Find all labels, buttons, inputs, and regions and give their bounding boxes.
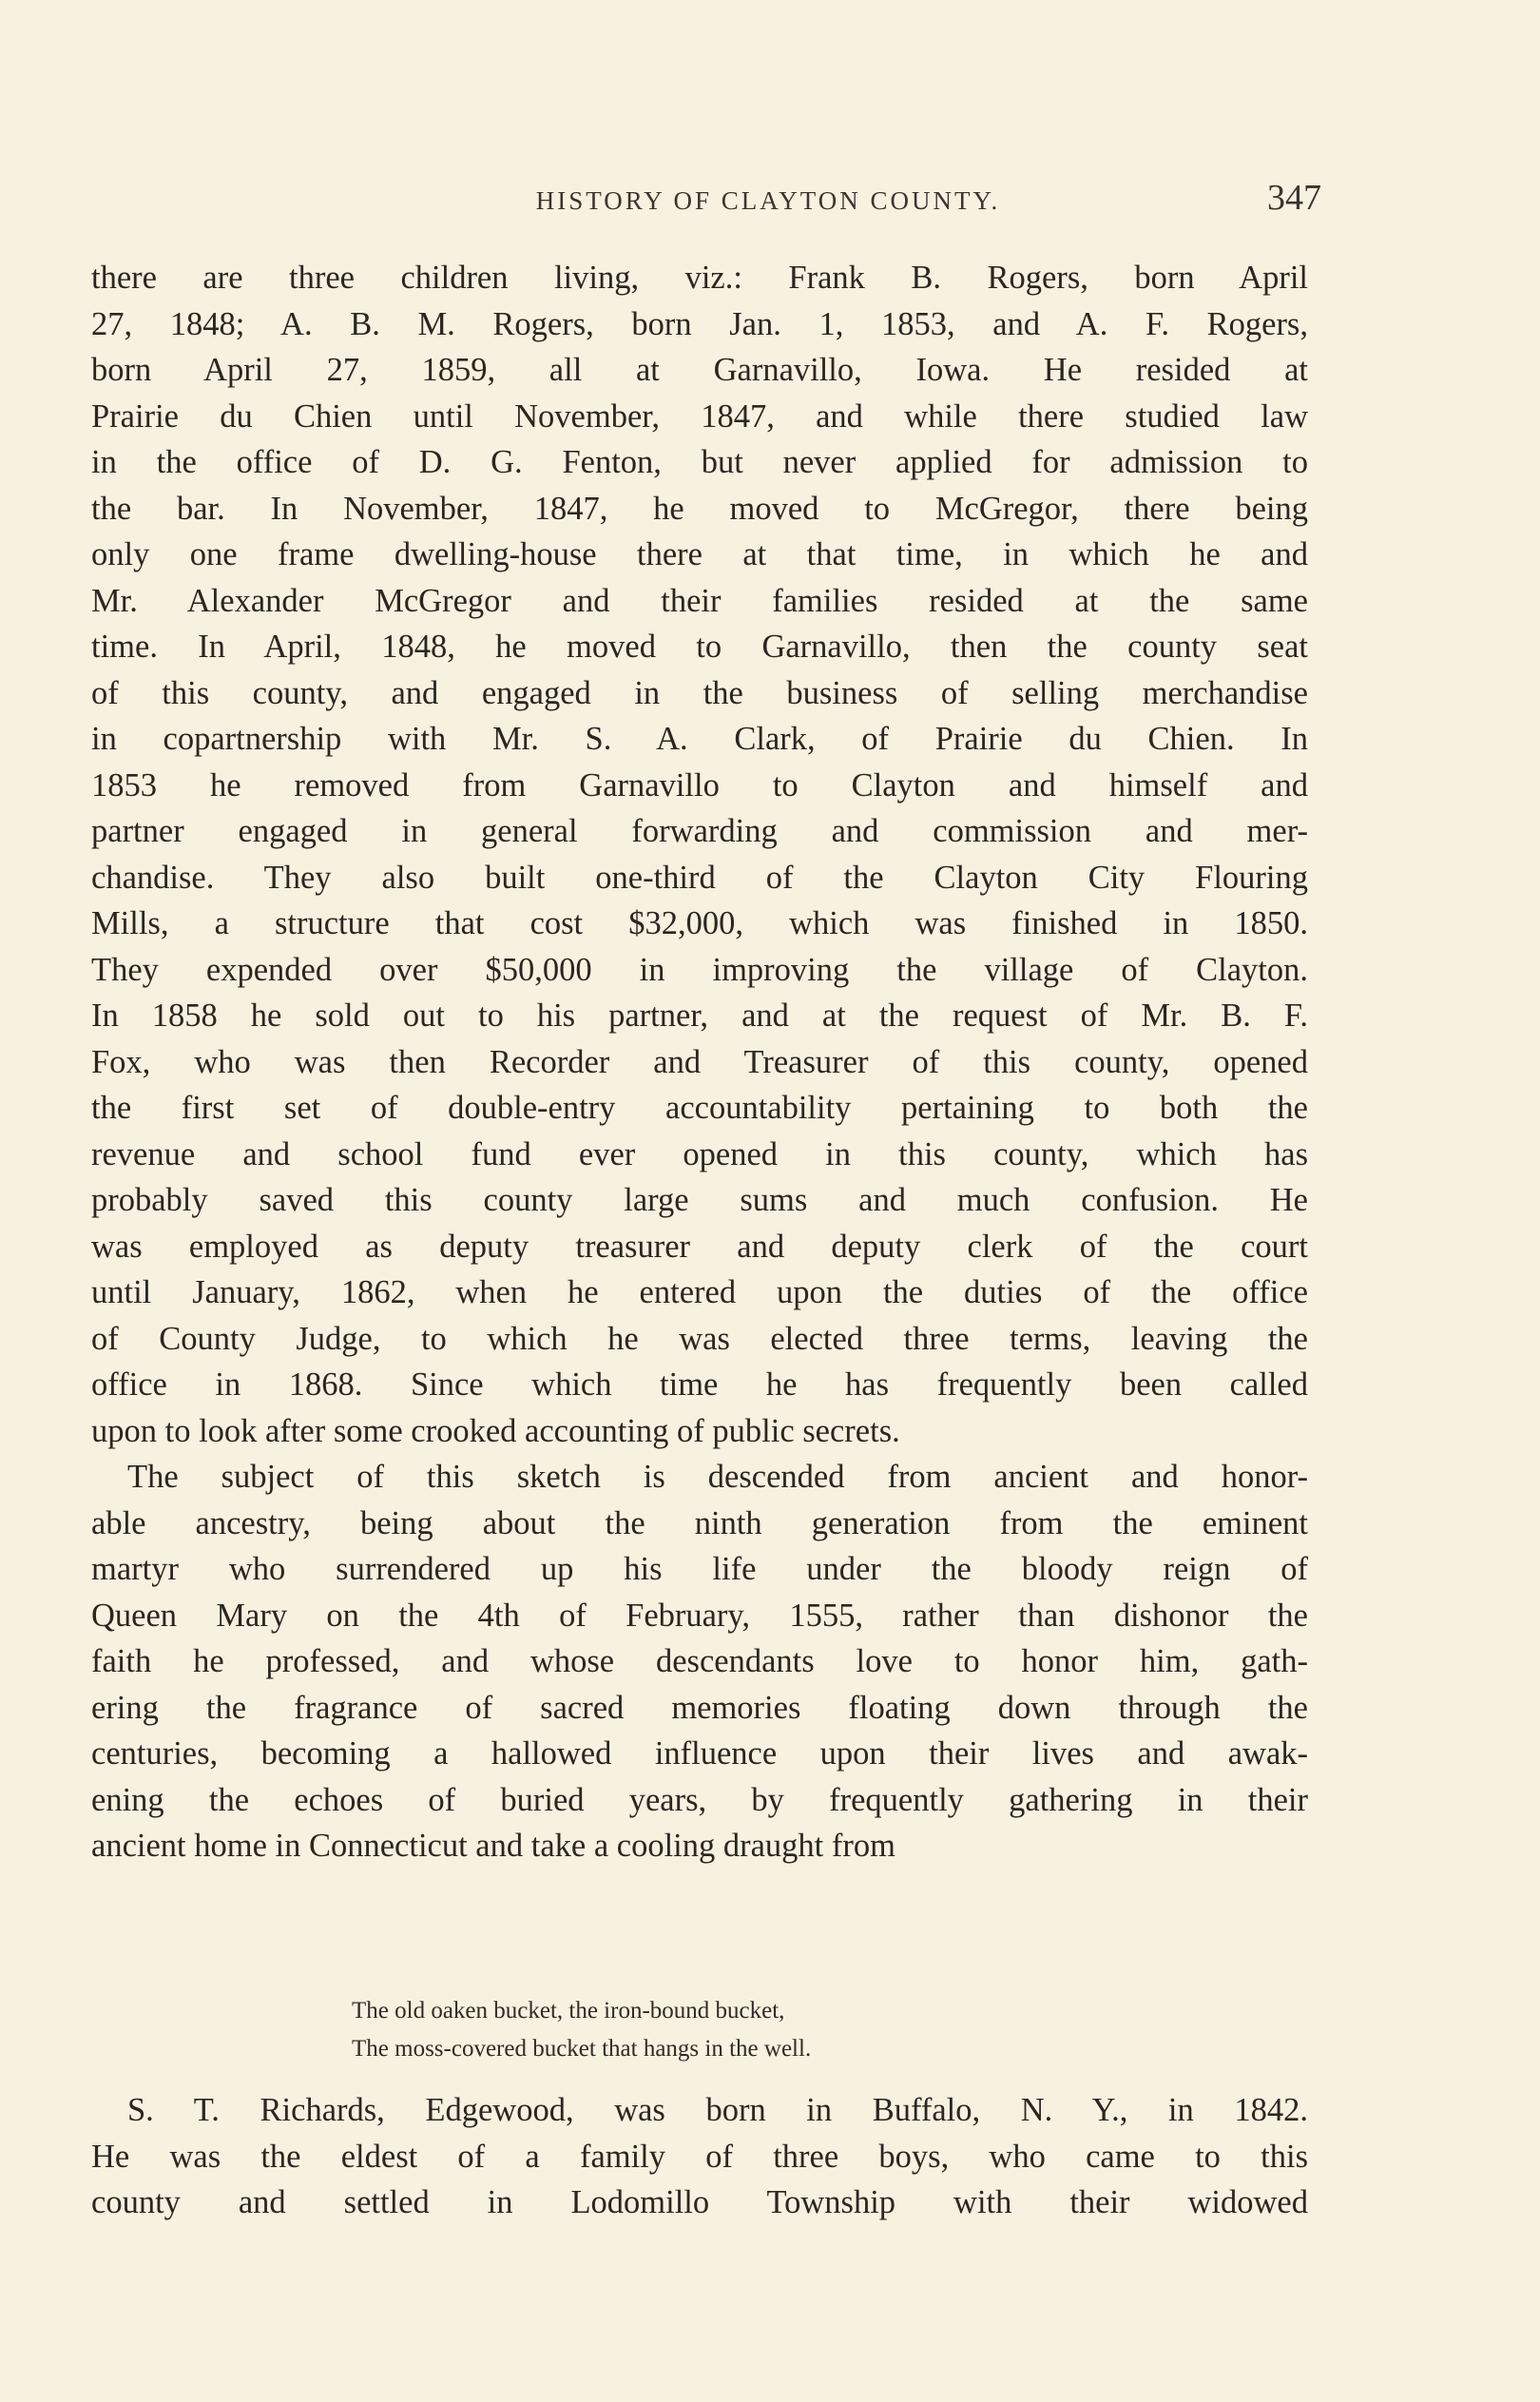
verse-line: The old oaken bucket, the iron-bound bucket, <box>352 1998 785 2024</box>
running-title: HISTORY OF CLAYTON COUNTY. <box>535 186 1001 215</box>
text-line: Queen Mary on the 4th of February, 1555, rather than dishonor the <box>91 1597 1308 1634</box>
text-line: only one frame dwelling-house there at that time, in which he and <box>91 536 1308 572</box>
text-line: partner engaged in general forwarding and commission and mer- <box>91 813 1308 849</box>
text-line: able ancestry, being about the ninth generation from the eminent <box>91 1504 1308 1541</box>
text-line: Prairie du Chien until November, 1847, and while there studied law <box>91 397 1308 435</box>
text-line: there are three children living, viz.: Frank B. Rogers, born April <box>91 260 1308 296</box>
text-line: chandise. They also built one-third of the Clayton City Flouring <box>91 859 1308 896</box>
text-line: S. T. Richards, Edgewood, was born in Buffalo, N. Y., in 1842. <box>127 2092 1308 2128</box>
text-line: the bar. In November, 1847, he moved to McGregor, there being <box>91 490 1308 527</box>
page-number: 347 <box>1267 178 1321 218</box>
verse-line: The moss-covered bucket that hangs in the well. <box>352 2036 812 2062</box>
text-line: 1853 he removed from Garnavillo to Clayton and himself and <box>91 766 1308 804</box>
text-line: in copartnership with Mr. S. A. Clark, of Prairie du Chien. In <box>91 721 1308 757</box>
text-line: county and settled in Lodomillo Township with their widowed <box>91 2184 1308 2220</box>
text-line: upon to look after some crooked accounting of public secrets. <box>91 1412 900 1449</box>
text-line: in the office of D. G. Fenton, but never applied for admission to <box>91 444 1308 480</box>
text-line: faith he professed, and whose descendants love to honor him, gath- <box>91 1643 1308 1679</box>
text-line: office in 1868. Since which time he has frequently been called <box>91 1366 1308 1403</box>
text-line: probably saved this county large sums and much confusion. He <box>91 1182 1308 1218</box>
text-line: of County Judge, to which he was elected three terms, leaving the <box>91 1320 1308 1357</box>
main-text <box>91 255 1308 1869</box>
text-line: ering the fragrance of sacred memories floating down through the <box>91 1689 1308 1726</box>
text-line: revenue and school fund ever opened in this county, which has <box>91 1135 1308 1172</box>
text-line: ancient home in Connecticut and take a cooling draught from <box>91 1828 895 1864</box>
text-line: centuries, becoming a hallowed influence upon their lives and awak- <box>91 1735 1308 1772</box>
text-line: until January, 1862, when he entered upon the duties of the office <box>91 1274 1308 1310</box>
text-line: of this county, and engaged in the business of selling merchandise <box>91 674 1308 711</box>
biography-richards <box>91 2087 1308 2226</box>
text-line: the first set of double-entry accountability pertaining to both the <box>91 1090 1308 1126</box>
text-line: In 1858 he sold out to his partner, and at the request of Mr. B. F. <box>91 998 1308 1034</box>
text-line: He was the eldest of a family of three boys, who came to this <box>91 2138 1308 2175</box>
text-line: ening the echoes of buried years, by frequently gathering in their <box>91 1781 1308 1818</box>
verse-quote <box>352 1992 1112 2068</box>
text-line: born April 27, 1859, all at Garnavillo, Iowa. He resided at <box>91 352 1308 388</box>
text-line: was employed as deputy treasurer and deputy clerk of the court <box>91 1228 1308 1265</box>
text-line: 27, 1848; A. B. M. Rogers, born Jan. 1, 1853, and A. F. Rogers, <box>91 305 1308 342</box>
text-line: Fox, who was then Recorder and Treasurer of this county, opened <box>91 1043 1308 1080</box>
text-line: Mr. Alexander McGregor and their families resided at the same <box>91 582 1308 619</box>
text-line: time. In April, 1848, he moved to Garnavillo, then the county seat <box>91 629 1308 665</box>
text-line: Mills, a structure that cost $32,000, which was finished in 1850. <box>91 905 1308 941</box>
text-line: martyr who surrendered up his life under the bloody reign of <box>91 1551 1308 1587</box>
text-line: The subject of this sketch is descended from ancient and honor- <box>127 1459 1308 1495</box>
text-line: They expended over $50,000 in improving the village of Clayton. <box>91 951 1308 988</box>
